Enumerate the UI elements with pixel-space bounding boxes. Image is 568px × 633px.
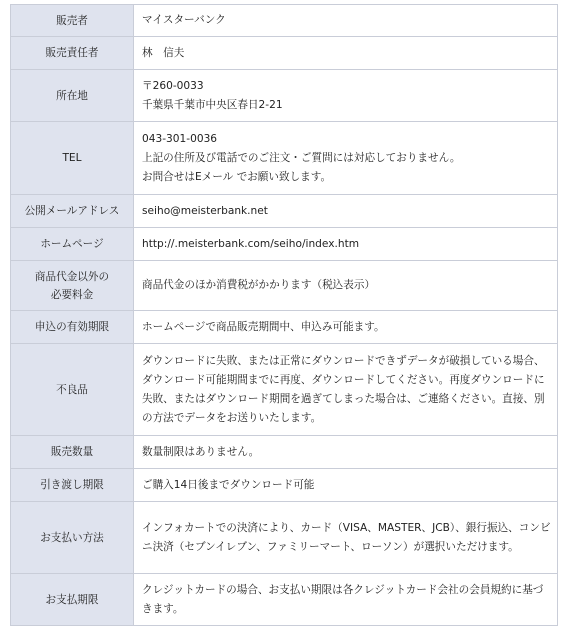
table-row [11,501,558,573]
table-row [11,69,558,121]
row-value-payment-deadline: クレジットカードの場合、お支払い期限は各クレジットカード会社の会員規約に基づきます。 [134,573,558,625]
table-row [11,227,558,260]
row-value-homepage: http://.meisterbank.com/seiho/index.htm [134,227,558,260]
table-row [11,468,558,501]
row-value-tel: 043-301-0036 上記の住所及び電話でのご注文・ご質問には対応しておりません。 お問合せはEメール でお願い致します。 [134,121,558,194]
table-row [11,310,558,343]
table-row [11,343,558,435]
row-label-order-deadline: 申込の有効期限 [11,310,134,343]
row-value-payment-method: インフォカートでの決済により、カード（VISA、MASTER、JCB）、銀行振込、コンビニ決済（セブンイレブン、ファミリーマート、ローソン）が選択いただけます。 [134,501,558,573]
table-row [11,121,558,194]
row-label-seller: 販売者 [11,4,134,36]
table-row [11,4,558,36]
row-label-payment-method: お支払い方法 [11,501,134,573]
row-label-quantity: 販売数量 [11,435,134,468]
row-label-extra-fees: 商品代金以外の 必要料金 [11,260,134,310]
row-value-email: seiho@meisterbank.net [134,194,558,227]
row-value-delivery: ご購入14日後までダウンロード可能 [134,468,558,501]
row-value-address: 〒260-0033 千葉県千葉市中央区春日2-21 [134,69,558,121]
row-value-quantity: 数量制限はありません。 [134,435,558,468]
row-value-extra-fees: 商品代金のほか消費税がかかります（税込表示） [134,260,558,310]
table-row [11,260,558,310]
row-value-manager: 林 信夫 [134,36,558,69]
row-label-email: 公開メールアドレス [11,194,134,227]
row-label-manager: 販売責任者 [11,36,134,69]
table-row [11,194,558,227]
table-row [11,435,558,468]
seller-info-table [10,4,558,626]
row-label-payment-deadline: お支払期限 [11,573,134,625]
table-row [11,573,558,625]
table-row [11,36,558,69]
row-value-defective: ダウンロードに失敗、または正常にダウンロードできずデータが破損している場合、ダウンロード可能期間までに再度、ダウンロードしてください。再度ダウンロードに失敗、またはダウンロード期間を過ぎてしまった場合は、ご連絡ください。直接、別の方法でデータをお送りいたします。 [134,343,558,435]
row-value-seller: マイスターバンク [134,4,558,36]
row-label-delivery: 引き渡し期限 [11,468,134,501]
row-label-defective: 不良品 [11,343,134,435]
row-label-tel: TEL [11,121,134,194]
row-label-homepage: ホームページ [11,227,134,260]
row-label-address: 所在地 [11,69,134,121]
row-value-order-deadline: ホームページで商品販売期間中、申込み可能ます。 [134,310,558,343]
